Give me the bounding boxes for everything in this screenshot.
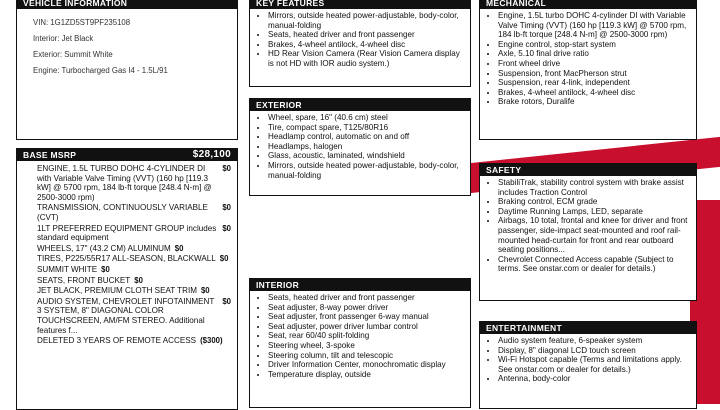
- msrp-option-price: $0: [101, 264, 110, 274]
- mechanical-panel: [479, 0, 697, 140]
- vehicle-information-header: VEHICLE INFORMATION: [17, 0, 237, 9]
- list-item: • Seat adjuster, 8-way power driver: [268, 303, 464, 313]
- exterior-color-text: Exterior: Summit White: [33, 50, 113, 59]
- list-item: • Headlamps, halogen: [268, 142, 464, 152]
- msrp-option-price: $0: [222, 296, 231, 306]
- msrp-option-item: [37, 276, 231, 286]
- msrp-option-item: [37, 297, 231, 335]
- list-item: • Suspension, front MacPherson strut: [498, 69, 690, 79]
- interior-panel: [249, 278, 471, 408]
- msrp-option-text: 1LT PREFERRED EQUIPMENT GROUP includes standard equipment: [37, 223, 217, 243]
- list-item: • Seat adjuster, power driver lumbar control: [268, 322, 464, 332]
- mechanical-header: MECHANICAL: [480, 0, 696, 9]
- list-item: • Seats, heated driver and front passenger: [268, 293, 464, 303]
- list-item: • Wi-Fi Hotspot capable (Terms and limitations apply. See onstar.com or dealer for details.): [498, 355, 690, 374]
- list-item: • Audio system feature, 6-speaker system: [498, 336, 690, 346]
- list-item: • Headlamp control, automatic on and off: [268, 132, 464, 142]
- list-item: • Steering wheel, 3-spoke: [268, 341, 464, 351]
- msrp-option-price: $0: [174, 243, 184, 253]
- list-item: • StabiliTrak, stability control system with brake assist includes Traction Control: [498, 178, 690, 197]
- interior-color-text: Interior: Jet Black: [33, 34, 94, 43]
- exterior-header: EXTERIOR: [250, 99, 470, 111]
- list-item: • Braking control, ECM grade: [498, 197, 690, 207]
- msrp-option-price: $0: [200, 286, 210, 296]
- key-features-panel: [249, 0, 471, 87]
- interior-header: INTERIOR: [250, 279, 470, 291]
- safety-panel: [479, 163, 697, 301]
- key-features-list: [250, 9, 470, 69]
- vehicle-information-panel: [16, 0, 238, 140]
- list-item: • Glass, acoustic, laminated, windshield: [268, 151, 464, 161]
- list-item: • Suspension, rear 4-link, independent: [498, 78, 690, 88]
- list-item: • Temperature display, outside: [268, 370, 464, 380]
- msrp-option-text: JET BLACK, PREMIUM CLOTH SEAT TRIM: [37, 286, 197, 296]
- list-item: • Engine, 1.5L turbo DOHC 4-cylinder DI with Variable Valve Timing (VVT) (160 hp [119.3 kW] @ 5700 rpm, 184 lb-ft torque [248.4 N-m] @ 2500-3000 rpm): [498, 11, 690, 40]
- msrp-option-item: [37, 203, 231, 222]
- list-item: • Brakes, 4-wheel antilock, 4-wheel disc: [268, 40, 464, 50]
- list-item: • Engine control, stop-start system: [498, 40, 690, 50]
- vin-text: VIN: 1G1ZD5ST9PF235108: [33, 18, 131, 27]
- engine-text: Engine: Turbocharged Gas I4 - 1.5L/91: [33, 66, 168, 75]
- exterior-panel: [249, 98, 471, 196]
- key-features-header: KEY FEATURES: [250, 0, 470, 9]
- list-item: • Airbags, 10 total, frontal and knee for driver and front passenger, side-impact seat-mounted and roof rail-mounted head-curtain for front and rear outboard seating positions...: [498, 216, 690, 254]
- msrp-option-text: TRANSMISSION, CONTINUOUSLY VARIABLE (CVT): [37, 203, 208, 222]
- msrp-option-list: [17, 161, 237, 346]
- msrp-option-text: ENGINE, 1.5L TURBO DOHC 4-CYLINDER DI with Variable Valve Timing (VVT) (160 hp [119.3 kW] @ 5700 rpm, 184 lb-ft torque [248.4 N-m] @ 2500-3000 rpm): [37, 164, 212, 202]
- list-item: • Seat adjuster, front passenger 6-way manual: [268, 312, 464, 322]
- msrp-option-price: $0: [222, 223, 231, 233]
- list-item: • Chevrolet Connected Access capable (Subject to terms. See onstar.com or dealer for details.): [498, 255, 690, 274]
- list-item: • Brakes, 4-wheel antilock, 4-wheel disc: [498, 88, 690, 98]
- list-item: • Mirrors, outside heated power-adjustable, body-color, manual-folding: [268, 161, 464, 180]
- msrp-option-text: DELETED 3 YEARS OF REMOTE ACCESS: [37, 336, 197, 346]
- list-item: • Display, 8" diagonal LCD touch screen: [498, 346, 690, 356]
- list-item: • Driver Information Center, monochromatic display: [268, 360, 464, 370]
- msrp-option-item: [37, 336, 231, 346]
- list-item: • Seats, heated driver and front passenger: [268, 30, 464, 40]
- msrp-option-text: SEATS, FRONT BUCKET: [37, 275, 131, 285]
- msrp-option-item: [37, 265, 231, 275]
- base-msrp-panel: [16, 148, 238, 410]
- msrp-option-text: TIRES, P225/55R17 ALL-SEASON, BLACKWALL: [37, 254, 216, 264]
- entertainment-header: ENTERTAINMENT: [480, 322, 696, 334]
- list-item: • HD Rear Vision Camera (Rear Vision Camera display is not HD with IOR audio system.): [268, 49, 464, 68]
- list-item: • Mirrors, outside heated power-adjustable, body-color, manual-folding: [268, 11, 464, 30]
- msrp-option-item: [37, 254, 231, 264]
- msrp-option-item: [37, 164, 231, 202]
- base-msrp-price: $28,100: [192, 149, 231, 160]
- list-item: • Axle, 5.10 final drive ratio: [498, 49, 690, 59]
- msrp-option-text: AUDIO SYSTEM, CHEVROLET INFOTAINMENT 3 SYSTEM, 8" DIAGONAL COLOR TOUCHSCREEN, AM/FM STEREO. Additional features f...: [37, 296, 215, 335]
- list-item: • Front wheel drive: [498, 59, 690, 69]
- list-item: • Daytime Running Lamps, LED, separate: [498, 207, 690, 217]
- list-item: • Antenna, body-color: [498, 374, 690, 384]
- list-item: • Steering column, tilt and telescopic: [268, 351, 464, 361]
- msrp-option-price: $0: [219, 254, 229, 264]
- msrp-option-price: $0: [222, 203, 231, 213]
- msrp-option-price: $0: [134, 275, 143, 285]
- interior-list: [250, 291, 470, 379]
- list-item: • Tire, compact spare, T125/80R16: [268, 123, 464, 133]
- msrp-option-text: SUMMIT WHITE: [37, 264, 98, 274]
- msrp-option-text: WHEELS, 17" (43.2 CM) ALUMINUM: [37, 243, 171, 253]
- exterior-list: [250, 111, 470, 180]
- entertainment-panel: [479, 321, 697, 409]
- msrp-option-price: ($300): [200, 336, 223, 346]
- msrp-option-item: [37, 286, 231, 296]
- mechanical-list: [480, 9, 696, 107]
- safety-list: [480, 176, 696, 274]
- list-item: • Wheel, spare, 16" (40.6 cm) steel: [268, 113, 464, 123]
- safety-header: SAFETY: [480, 164, 696, 176]
- msrp-option-price: $0: [222, 164, 231, 173]
- msrp-option-item: [37, 224, 231, 243]
- list-item: • Seat, rear 60/40 split-folding: [268, 331, 464, 341]
- base-msrp-header: BASE MSRP $28,100: [17, 149, 237, 161]
- list-item: • Brake rotors, Duralife: [498, 97, 690, 107]
- entertainment-list: [480, 334, 696, 384]
- msrp-option-item: [37, 244, 231, 254]
